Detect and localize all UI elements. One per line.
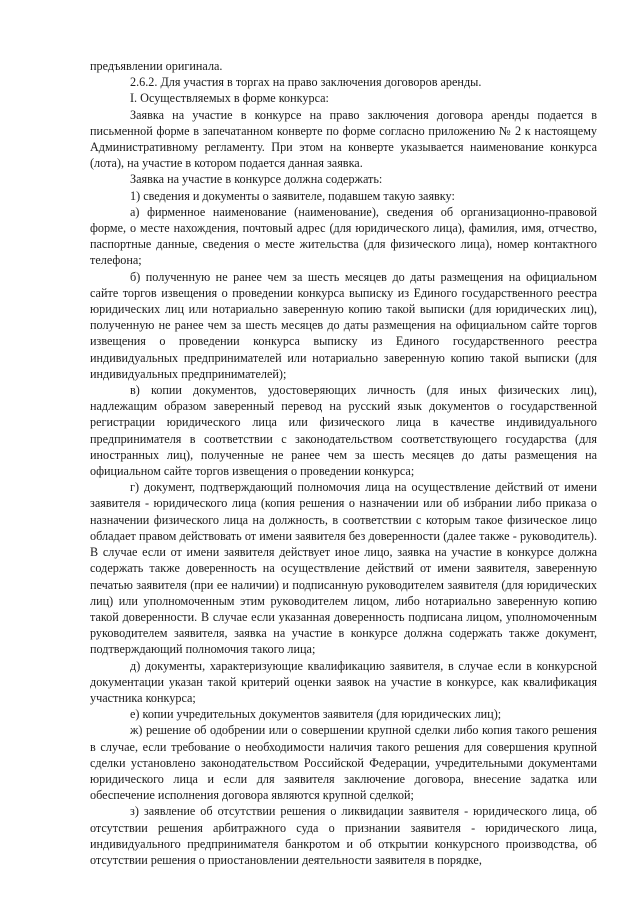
paragraph-item-b: б) полученную не ранее чем за шесть месяцев до даты размещения на официальном сайте торгов извещения о проведении конкурса выписку из Единого государственного реестра юридических лиц или нотариально заверенную копию такой выписки (для юридических лиц), полученную не ранее чем за шесть месяцев до даты размещения на официальном сайте торгов извещения о проведении конкурса выписку из Единого государственного реестра индивидуальных предпринимателей или нотариально заверенную копию такой выписки (для индивидуальных предпринимателей); xyxy=(90,269,597,381)
paragraph-section-2-6-2: 2.6.2. Для участия в торгах на право заключения договоров аренды. xyxy=(130,75,482,90)
paragraph-item-1: 1) сведения и документы о заявителе, подавшем такую заявку: xyxy=(130,188,455,203)
paragraph-application-form: Заявка на участие в конкурсе на право заключения договора аренды подается в письменной форме в запечатанном конверте по форме согласно приложению № 2 к настоящему Административному регламенту. При этом на конверте указывается наименование конкурса (лота), на участие в котором подается данная заявка. xyxy=(90,107,597,171)
document-page xyxy=(90,58,597,868)
paragraph-item-z: з) заявление об отсутствии решения о ликвидации заявителя - юридического лица, об отсутствии решения арбитражного суда о признании заявителя - юридического лица, индивидуального предпринимателя банкротом и об открытии конкурсного производства, об отсутствии решения о приостановлении деятельности заявителя в порядке, xyxy=(90,804,597,867)
paragraph-subsection-i: I. Осуществляемых в форме конкурса: xyxy=(130,91,329,106)
paragraph-item-g: г) документ, подтверждающий полномочия лица на осуществление действий от имени заявителя - юридического лица (копия решения о назначении или об избрании либо приказа о назначении физического лица на должность, в соответствии с которым такое физическое лицо обладает правом действовать от имени заявителя без доверенности (далее также - руководитель). В случае если от имени заявителя действует иное лицо, заявка на участие в конкурсе должна содержать также доверенность на осуществление действий от имени заявителя, заверенную печатью заявителя (при ее наличии) и подписанную руководителем заявителя (для юридических лиц) или уполномоченным этим руководителем лицом, либо нотариально заверенную копию такой доверенности. В случае если указанная доверенность подписана лицом, уполномоченным руководителем заявителя, заявка на участие в конкурсе должна содержать также документ, подтверждающий полномочия такого лица; xyxy=(90,480,597,657)
paragraph-item-zh: ж) решение об одобрении или о совершении крупной сделки либо копия такого решения в случае, если требование о необходимости наличия такого решения для совершения крупной сделки установлено законодательством Российской Федерации, учредительными документами юридического лица и если для заявителя заключение договора, внесение задатка или обеспечение исполнения договора являются крупной сделкой; xyxy=(90,723,597,803)
paragraph-item-e: е) копии учредительных документов заявителя (для юридических лиц); xyxy=(130,707,502,722)
paragraph-item-d: д) документы, характеризующие квалификацию заявителя, в случае если в конкурсной документации указан такой критерий оценки заявок на участие в конкурсе, как квалификация участника конкурса; xyxy=(90,658,597,705)
paragraph-application-contents: Заявка на участие в конкурсе должна содержать: xyxy=(130,172,383,187)
paragraph-continuation: предъявлении оригинала. xyxy=(90,59,223,73)
paragraph-item-a: а) фирменное наименование (наименование), сведения об организационно-правовой форме, о месте нахождения, почтовый адрес (для юридического лица), фамилия, имя, отчество, паспортные данные, сведения о месте жительства (для физического лица), номер контактного телефона; xyxy=(90,204,597,268)
paragraph-item-v: в) копии документов, удостоверяющих личность (для иных физических лиц), надлежащим образом заверенный перевод на русский язык документов о государственной регистрации юридического лица или физического лица в качестве индивидуального предпринимателя в соответствии с законодательством соответствующего государства (для иностранных лиц), полученные не ранее чем за шесть месяцев до даты размещения на официальном сайте торгов извещения о проведении конкурса; xyxy=(90,383,597,479)
